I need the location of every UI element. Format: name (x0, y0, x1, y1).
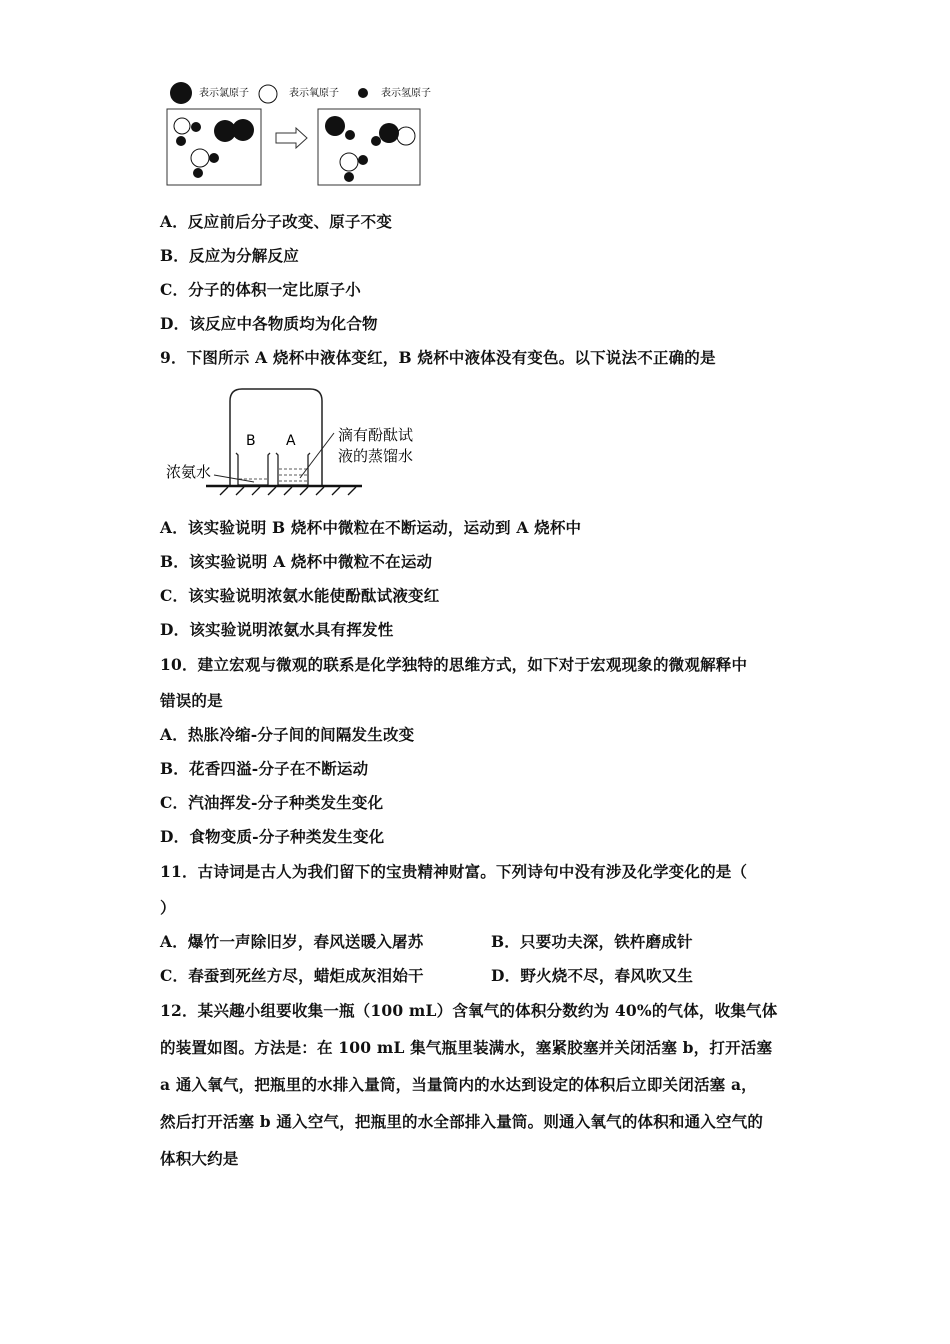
q9-option-b: B．该实验说明 A 烧杯中微粒不在运动 (160, 552, 433, 571)
q10-option-d: D．食物变质-分子种类发生变化 (160, 827, 385, 846)
q11-option-d: D．野火烧不尽，春风吹又生 (491, 966, 694, 985)
q11-stem-line1: 11．古诗词是古人为我们留下的宝贵精神财富。下列诗句中没有涉及化学变化的是（ (160, 862, 748, 881)
beaker-a-label: A (286, 433, 296, 449)
q8-option-d: D．该反应中各物质均为化合物 (160, 314, 378, 333)
legend-oxygen-text: 表示氧原子 (289, 88, 339, 99)
legend-oxygen-atom (259, 85, 277, 103)
legend-chlorine-text: 表示氯原子 (199, 88, 249, 99)
q12-line3: a 通入氧气，把瓶里的水排入量筒，当量筒内的水达到设定的体积后立即关闭活塞 a， (160, 1075, 757, 1094)
legend-chlorine-atom (170, 82, 192, 104)
phenol-leader (300, 433, 334, 478)
q11-option-c: C．春蚕到死丝方尽，蜡炬成灰泪始干 (160, 966, 424, 985)
phenol-label-line2: 液的蒸馏水 (338, 447, 414, 465)
q11-option-b: B．只要功夫深，铁杵磨成针 (491, 932, 693, 951)
q10-option-a: A．热胀冷缩-分子间的间隔发生改变 (160, 725, 415, 744)
q8-option-a: A．反应前后分子改变、原子不变 (160, 212, 393, 231)
ammonia-diffusion-diagram (162, 383, 432, 501)
legend-hydrogen-text: 表示氢原子 (381, 88, 431, 99)
ammonia-label: 浓氨水 (166, 463, 212, 481)
q12-line4: 然后打开活塞 b 通入空气，把瓶里的水全部排入量筒。则通入氧气的体积和通入空气的 (160, 1112, 764, 1131)
phenol-label-line1: 滴有酚酞试 (338, 426, 414, 444)
q10-stem-line2: 错误的是 (160, 691, 223, 710)
q9-option-d: D．该实验说明浓氨水具有挥发性 (160, 620, 394, 639)
q11-option-a: A．爆竹一声除旧岁，春风送暖入屠苏 (160, 932, 424, 951)
q9-option-a: A．该实验说明 B 烧杯中微粒在不断运动，运动到 A 烧杯中 (160, 518, 582, 537)
q8-option-b: B．反应为分解反应 (160, 246, 299, 265)
q10-stem-line1: 10．建立宏观与微观的联系是化学独特的思维方式，如下对于宏观现象的微观解释中 (160, 655, 748, 674)
reaction-arrow (276, 128, 307, 148)
q10-option-b: B．花香四溢-分子在不断运动 (160, 759, 369, 778)
q12-line5: 体积大约是 (160, 1149, 239, 1168)
q9-option-c: C．该实验说明浓氨水能使酚酞试液变红 (160, 586, 440, 605)
q9-stem: 9．下图所示 A 烧杯中液体变红，B 烧杯中液体没有变色。以下说法不正确的是 (160, 348, 716, 367)
q12-line1: 12．某兴趣小组要收集一瓶（100 mL）含氧气的体积分数约为 40%的气体，收集气体 (160, 1001, 778, 1020)
q12-line2: 的装置如图。方法是：在 100 mL 集气瓶里装满水，塞紧胶塞并关闭活塞 b，打开活塞 (160, 1038, 773, 1057)
beaker-b-label: B (246, 433, 256, 449)
reaction-diagram (160, 78, 450, 190)
table-hatching (220, 487, 356, 495)
ammonia-leader (214, 475, 254, 482)
q8-option-c: C．分子的体积一定比原子小 (160, 280, 361, 299)
q11-stem-line2: ） (160, 898, 176, 917)
q10-option-c: C．汽油挥发-分子种类发生变化 (160, 793, 384, 812)
legend-hydrogen-atom (358, 88, 368, 98)
